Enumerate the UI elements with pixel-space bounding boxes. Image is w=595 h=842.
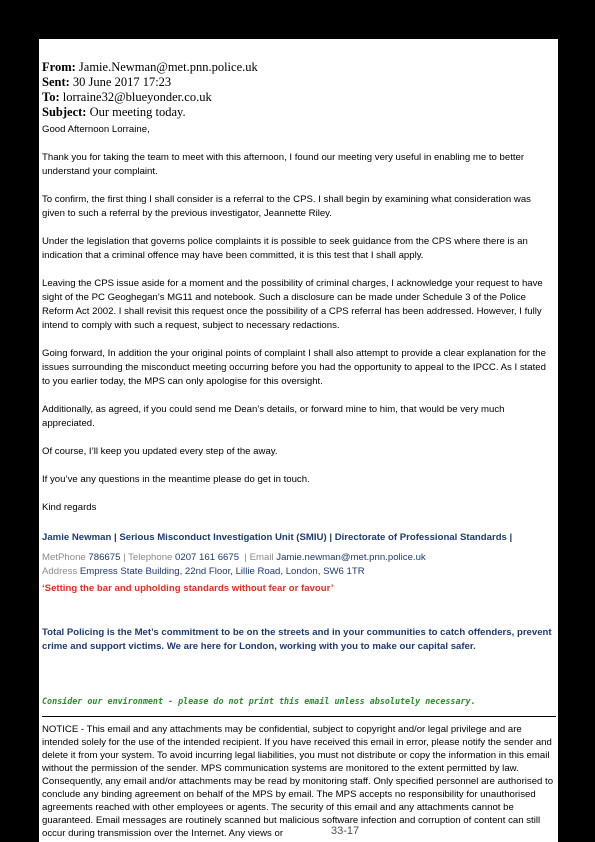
motto: ‘Setting the bar and upholding standards without fear or favour’ xyxy=(42,583,334,594)
from-label: From: xyxy=(42,60,76,74)
to-label: To: xyxy=(42,90,60,104)
from-address: Jamie.Newman@met.pnn.police.uk xyxy=(78,60,258,74)
to-address: lorraine32@blueyonder.co.uk xyxy=(62,90,212,104)
email-link[interactable]: Jamie.newman@met.pnn.police.uk xyxy=(276,552,426,563)
sent-label: Sent: xyxy=(42,75,70,89)
signature-address-line xyxy=(42,565,556,579)
subject-label: Subject: xyxy=(42,105,87,119)
address-label: Address xyxy=(42,566,78,577)
email-header xyxy=(42,60,556,120)
telephone-label: Telephone xyxy=(128,552,173,563)
sign-off: Kind regards xyxy=(42,502,97,513)
paragraph: To confirm, the first thing I shall consider is a referral to the CPS. I shall begin by examining what consideration was given to such a referral by the previous investigator, Jeannette Riley. xyxy=(42,194,531,219)
paragraph: Of course, I’ll keep you updated every step of the away. xyxy=(42,446,278,457)
signature-block xyxy=(42,531,556,594)
paragraph: Leaving the CPS issue aside for a moment and the possibility of criminal charges, I acknowledge your request to have sight of the PC Geoghegan’s MG11 and notebook. Such a disclosure can be made under Schedule 3 of the Police Reform Act 2002. I shall revisit this request once the possibility of a CPS referral has been addressed. However, I fully intend to comply with such a request, subject to necessary redactions. xyxy=(42,278,543,331)
email-label: Email xyxy=(249,552,274,563)
subject-text: Our meeting today. xyxy=(89,105,186,119)
from-line xyxy=(42,60,556,75)
paragraph: Going forward, In addition the your original points of complaint I shall also attempt to provide a clear explanation for the issues surrounding the misconduct meeting occurring before you had the opportunity to appeal to the IPCC. As I stated to you earlier today, the MPS can only apologise for this oversight. xyxy=(42,348,546,387)
paragraph: If you’ve any questions in the meantime please do get in touch. xyxy=(42,474,310,485)
greeting: Good Afternoon Lorraine, xyxy=(42,124,150,135)
signature-name-line: Jamie Newman | Serious Misconduct Investigation Unit (SMIU) | Directorate of Professional Standards | xyxy=(42,532,513,543)
metphone-label: MetPhone xyxy=(42,552,86,563)
subject-line xyxy=(42,105,556,120)
environment-note: Consider our environment - please do not print this email unless absolutely necessary. xyxy=(42,696,476,706)
policing-statement: Total Policing is the Met’s commitment to be on the streets and in your communities to catch offenders, prevent crime and support victims. We are here for London, working with you to make our capital safer. xyxy=(42,627,552,652)
to-line xyxy=(42,90,556,105)
metphone-value: 786675 xyxy=(88,552,121,563)
document-page xyxy=(39,39,558,842)
paragraph: Thank you for taking the team to meet with this afternoon, I found our meeting very useful in enabling me to better understand your complaint. xyxy=(42,152,525,177)
telephone-value: 0207 161 6675 xyxy=(175,552,240,563)
legal-notice: NOTICE - This email and any attachments may be confidential, subject to copyright and/or legal privilege and are intended solely for the use of the intended recipient. If you have received this email in error, please notify the sender and delete it from your system. To avoid incurring legal liabilities, you must not distribute or copy the information in this email without the permission of the sender. MPS communication systems are monitored to the extent permitted by law. Consequently, any email and/or attachments may be read by monitoring staff. Only specified personnel are authorised to conclude any binding agreement on behalf of the MPS by email. The MPS accepts no responsibility for unauthorised agreements reached with other employees or agents. The security of this email and any attachments cannot be guaranteed. Email messages are routinely scanned but malicious software infection and corruption of content can still occur during transmission over the Internet. Any views or xyxy=(42,724,554,839)
email-content xyxy=(42,60,556,840)
sent-date: 30 June 2017 17:23 xyxy=(72,75,172,89)
page-number: 33-17 xyxy=(331,825,360,837)
paragraph: Under the legislation that governs police complaints it is possible to seek guidance from the CPS where there is an indication that a criminal offence may have been committed, it is this test that I shall apply. xyxy=(42,236,528,261)
address-value: Empress State Building, 22nd Floor, Lillie Road, London, SW6 1TR xyxy=(79,566,365,577)
sent-line xyxy=(42,75,556,90)
divider xyxy=(42,716,556,717)
signature-contact-line: MetPhone 786675 | Telephone 0207 161 6675 | Email Jamie.newman@met.pnn.police.uk xyxy=(42,552,426,563)
paragraph: Additionally, as agreed, if you could send me Dean’s details, or forward mine to him, that would be very much appreciated. xyxy=(42,404,505,429)
